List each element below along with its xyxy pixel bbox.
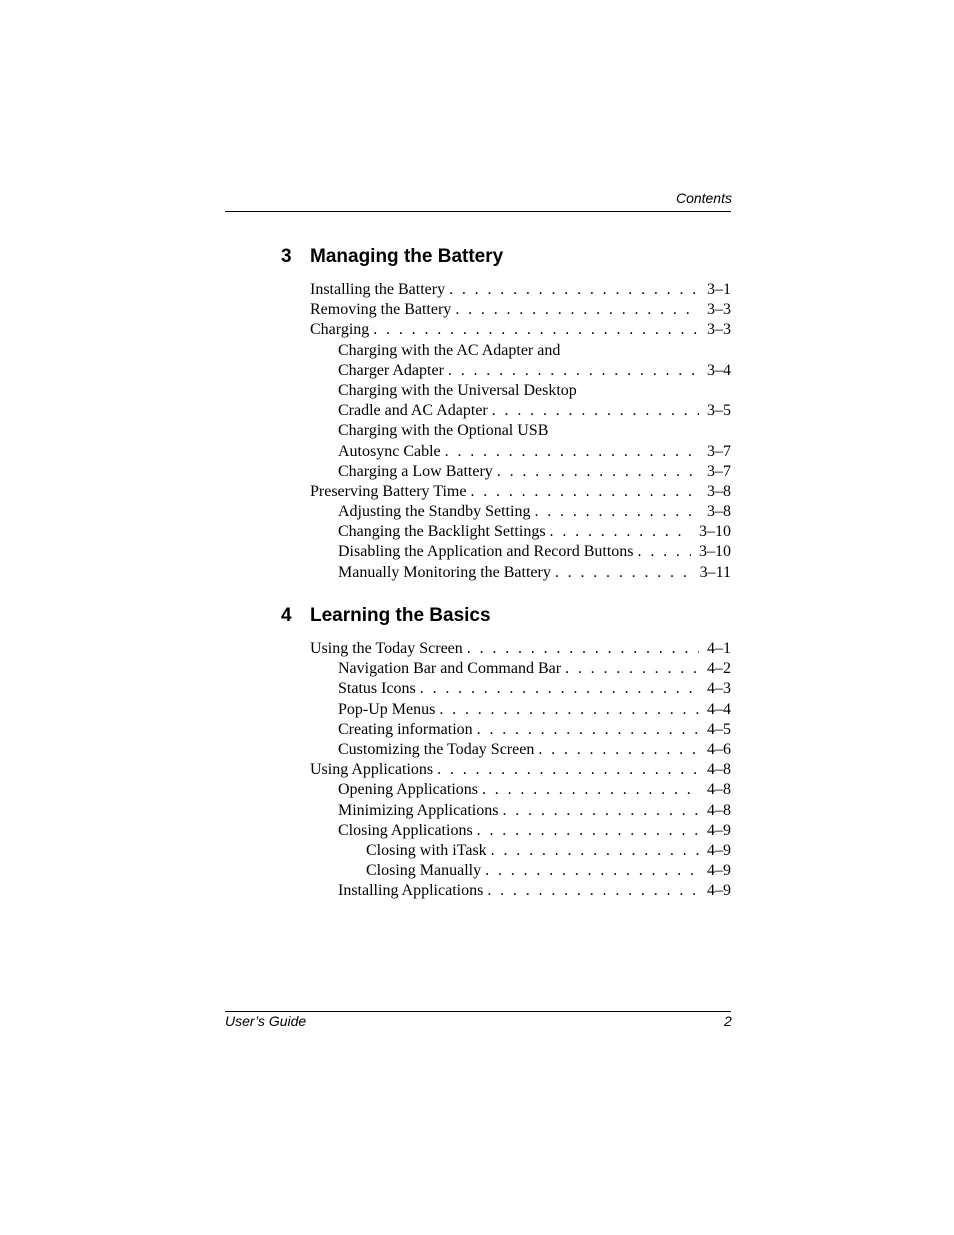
dot-leader <box>420 679 699 699</box>
toc-entry[interactable] <box>310 482 731 502</box>
chapter-number: 3 <box>281 246 292 267</box>
toc-entry-title: Preserving Battery Time <box>310 482 467 500</box>
toc-entry[interactable] <box>338 780 731 800</box>
toc-entry-title: Creating information <box>338 720 473 738</box>
toc-entry-page: 3–10 <box>699 543 731 561</box>
toc-entry-page: 4–6 <box>707 740 731 758</box>
chapter-title: Managing the Battery <box>310 246 504 267</box>
toc-entry-page: 3–8 <box>707 503 731 521</box>
dot-leader <box>477 821 699 841</box>
chapter-heading <box>281 242 731 272</box>
page-number: 2 <box>724 1013 732 1029</box>
toc-entry-title: Opening Applications <box>338 781 478 799</box>
toc-entry-page: 3–11 <box>699 563 731 581</box>
toc-entry[interactable] <box>338 442 731 462</box>
toc-entry[interactable] <box>338 700 731 720</box>
chapter-number: 4 <box>281 605 292 626</box>
dot-leader <box>445 442 699 462</box>
toc-entry-title: Autosync Cable <box>338 442 441 460</box>
toc-entry-title: Charging <box>310 321 370 339</box>
toc-entries <box>281 639 731 901</box>
toc-entry-title: Closing with iTask <box>366 841 487 859</box>
toc-entry-title: Manually Monitoring the Battery <box>338 563 551 581</box>
dot-leader <box>448 361 699 381</box>
dot-leader <box>491 841 699 861</box>
dot-leader <box>550 522 691 542</box>
dot-leader <box>485 861 699 881</box>
toc-entry-page: 3–4 <box>707 361 731 379</box>
toc-entry-title: Removing the Battery <box>310 301 452 319</box>
toc-entry-title: Closing Applications <box>338 821 473 839</box>
toc-entry-title: Disabling the Application and Record Buttons <box>338 543 634 561</box>
toc-entry-page: 3–5 <box>707 402 731 420</box>
toc-entry-title: Installing Applications <box>338 882 484 900</box>
toc-entry-title: Minimizing Applications <box>338 801 499 819</box>
toc-entry[interactable] <box>338 563 731 583</box>
toc-entry-title: Customizing the Today Screen <box>338 740 535 758</box>
toc-entry[interactable] <box>338 421 731 441</box>
dot-leader <box>477 720 699 740</box>
chapter-title: Learning the Basics <box>310 605 491 626</box>
toc-entry-page: 3–3 <box>707 301 731 319</box>
dot-leader <box>555 563 692 583</box>
toc-entry[interactable] <box>366 861 731 881</box>
toc-entry-page: 4–1 <box>707 640 731 657</box>
toc-entry[interactable] <box>310 639 731 659</box>
toc-entry-title: Changing the Backlight Settings <box>338 523 546 541</box>
toc-entry[interactable] <box>338 341 731 361</box>
dot-leader <box>470 482 699 502</box>
toc-entry[interactable] <box>338 659 731 679</box>
toc-entry-page: 4–9 <box>707 882 731 900</box>
toc-entry-title: Using the Today Screen <box>310 640 463 657</box>
dot-leader <box>565 659 699 679</box>
chapter-heading <box>281 601 731 631</box>
toc-entry-page: 4–5 <box>707 720 731 738</box>
toc-entry-page: 3–8 <box>707 482 731 500</box>
dot-leader <box>439 700 699 720</box>
toc-entry-page: 3–7 <box>707 462 731 480</box>
running-header: Contents <box>675 190 732 206</box>
toc-entry-page: 4–8 <box>707 761 731 779</box>
dot-leader <box>492 401 699 421</box>
toc-entry[interactable] <box>338 740 731 760</box>
chapter-3 <box>281 242 731 583</box>
toc-entry[interactable] <box>338 542 731 562</box>
toc-entry-title: Charging a Low Battery <box>338 462 493 480</box>
toc-entry-title: Using Applications <box>310 761 434 779</box>
toc-entry[interactable] <box>338 502 731 522</box>
toc-entry-title: Adjusting the Standby Setting <box>338 503 531 521</box>
toc-entry-title: Installing the Battery <box>310 281 446 298</box>
toc-entry[interactable] <box>310 300 731 320</box>
toc-entry-page: 3–7 <box>707 442 731 460</box>
dot-leader <box>455 300 699 320</box>
dot-leader <box>497 462 699 482</box>
toc-entry[interactable] <box>366 841 731 861</box>
toc-entry[interactable] <box>310 320 731 340</box>
toc-entry-page: 4–8 <box>707 781 731 799</box>
toc-entry[interactable] <box>338 801 731 821</box>
dot-leader <box>487 881 699 901</box>
toc-entry-page: 4–3 <box>707 680 731 698</box>
toc-entries <box>281 280 731 583</box>
footer-rule <box>225 1011 731 1012</box>
toc-entry-page: 3–1 <box>707 281 731 298</box>
toc-entry-page: 3–3 <box>707 321 731 339</box>
toc-entry-page: 4–9 <box>707 862 731 880</box>
toc-entry-title: Charging with the AC Adapter and <box>338 341 561 359</box>
toc-entry-title: Pop-Up Menus <box>338 700 436 718</box>
toc-entry[interactable] <box>338 821 731 841</box>
toc-entry-title: Charger Adapter <box>338 361 444 379</box>
toc-entry[interactable] <box>338 401 731 421</box>
dot-leader <box>534 502 699 522</box>
toc-entry-page: 4–2 <box>707 660 731 678</box>
toc-entry[interactable] <box>338 361 731 381</box>
toc-entry[interactable] <box>338 679 731 699</box>
dot-leader <box>449 280 699 300</box>
toc-entry-title: Charging with the Universal Desktop <box>338 381 577 399</box>
dot-leader <box>373 320 699 340</box>
toc-entry[interactable] <box>310 760 731 780</box>
footer-title: User’s Guide <box>225 1013 307 1029</box>
toc-entry[interactable] <box>338 720 731 740</box>
toc-entry-page: 4–9 <box>707 841 731 859</box>
toc-entry[interactable] <box>338 381 731 401</box>
toc-entry-page: 4–4 <box>707 700 731 718</box>
toc-entry-title: Charging with the Optional USB <box>338 422 549 440</box>
dot-leader <box>482 780 699 800</box>
toc-entry-title: Status Icons <box>338 680 416 698</box>
toc-entry[interactable] <box>310 280 731 300</box>
dot-leader <box>502 801 699 821</box>
toc-entry-title: Cradle and AC Adapter <box>338 402 488 420</box>
dot-leader <box>538 740 699 760</box>
toc-entry-title: Navigation Bar and Command Bar <box>338 660 562 678</box>
dot-leader <box>467 639 699 659</box>
toc-entry-page: 3–10 <box>699 523 731 541</box>
toc-entry-page: 4–8 <box>707 801 731 819</box>
header-rule <box>225 211 731 212</box>
toc-entry[interactable] <box>338 881 731 901</box>
toc-entry-page: 4–9 <box>707 821 731 839</box>
toc-entry[interactable] <box>338 522 731 542</box>
dot-leader <box>638 542 691 562</box>
chapter-4 <box>281 601 731 901</box>
toc-entry-title: Closing Manually <box>366 862 482 880</box>
dot-leader <box>437 760 699 780</box>
toc-entry[interactable] <box>338 462 731 482</box>
